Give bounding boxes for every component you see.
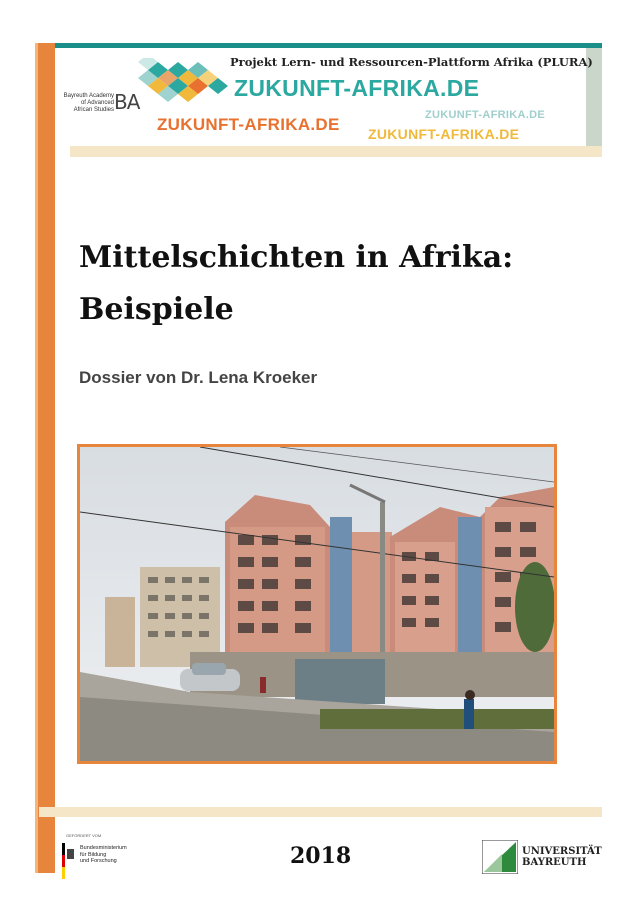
university-emblem-icon xyxy=(482,840,518,874)
zukunft-afrika-logo-primary: ZUKUNFT-AFRIKA.DE xyxy=(234,75,480,101)
left-accent-highlight xyxy=(35,43,38,873)
bayreuth-academy-label xyxy=(62,93,114,114)
cover-photo xyxy=(77,444,557,764)
left-accent-bar xyxy=(35,43,55,873)
footer-band xyxy=(39,807,602,817)
academy-initials: BA xyxy=(114,90,140,114)
zukunft-afrika-logo-yellow: ZUKUNFT-AFRIKA.DE xyxy=(368,126,520,142)
bmbf-funded-label: GEFÖRDERT VOM xyxy=(66,833,102,838)
bmbf-line-3: und Forschung xyxy=(80,858,117,864)
bmbf-line-2: für Bildung xyxy=(80,851,107,858)
university-bayreuth-logo xyxy=(482,840,602,879)
header-bottom-band xyxy=(70,146,602,157)
bmbf-logo xyxy=(58,833,143,881)
page-title xyxy=(79,232,579,336)
zukunft-afrika-logo-faded: ZUKUNFT-AFRIKA.DE xyxy=(425,109,545,121)
academy-line3: African Studies xyxy=(73,107,114,113)
publication-year: 2018 xyxy=(290,843,352,869)
academy-line1: Bayreuth Academy xyxy=(63,93,114,99)
uni-line-2: BAYREUTH xyxy=(522,857,587,868)
title-line-2: Beispiele xyxy=(79,292,234,327)
bmbf-line-1: Bundesministerium xyxy=(80,845,127,851)
university-name xyxy=(522,846,602,868)
german-flag-icon xyxy=(58,843,76,879)
academy-line2: of Advanced xyxy=(80,100,114,106)
zukunft-afrika-logo-orange: ZUKUNFT-AFRIKA.DE xyxy=(157,115,340,134)
title-line-1: Mittelschichten in Afrika: xyxy=(79,240,514,275)
street-photo-icon xyxy=(80,447,554,761)
uni-line-1: UNIVERSITÄT xyxy=(522,846,602,857)
project-title: Projekt Lern- und Ressourcen-Plattform Afrika (PLURA) xyxy=(230,55,593,69)
bmbf-name xyxy=(80,845,127,865)
author-line: Dossier von Dr. Lena Kroeker xyxy=(79,368,318,387)
header-top-line xyxy=(55,43,602,48)
mosaic-logo-icon xyxy=(138,58,238,108)
